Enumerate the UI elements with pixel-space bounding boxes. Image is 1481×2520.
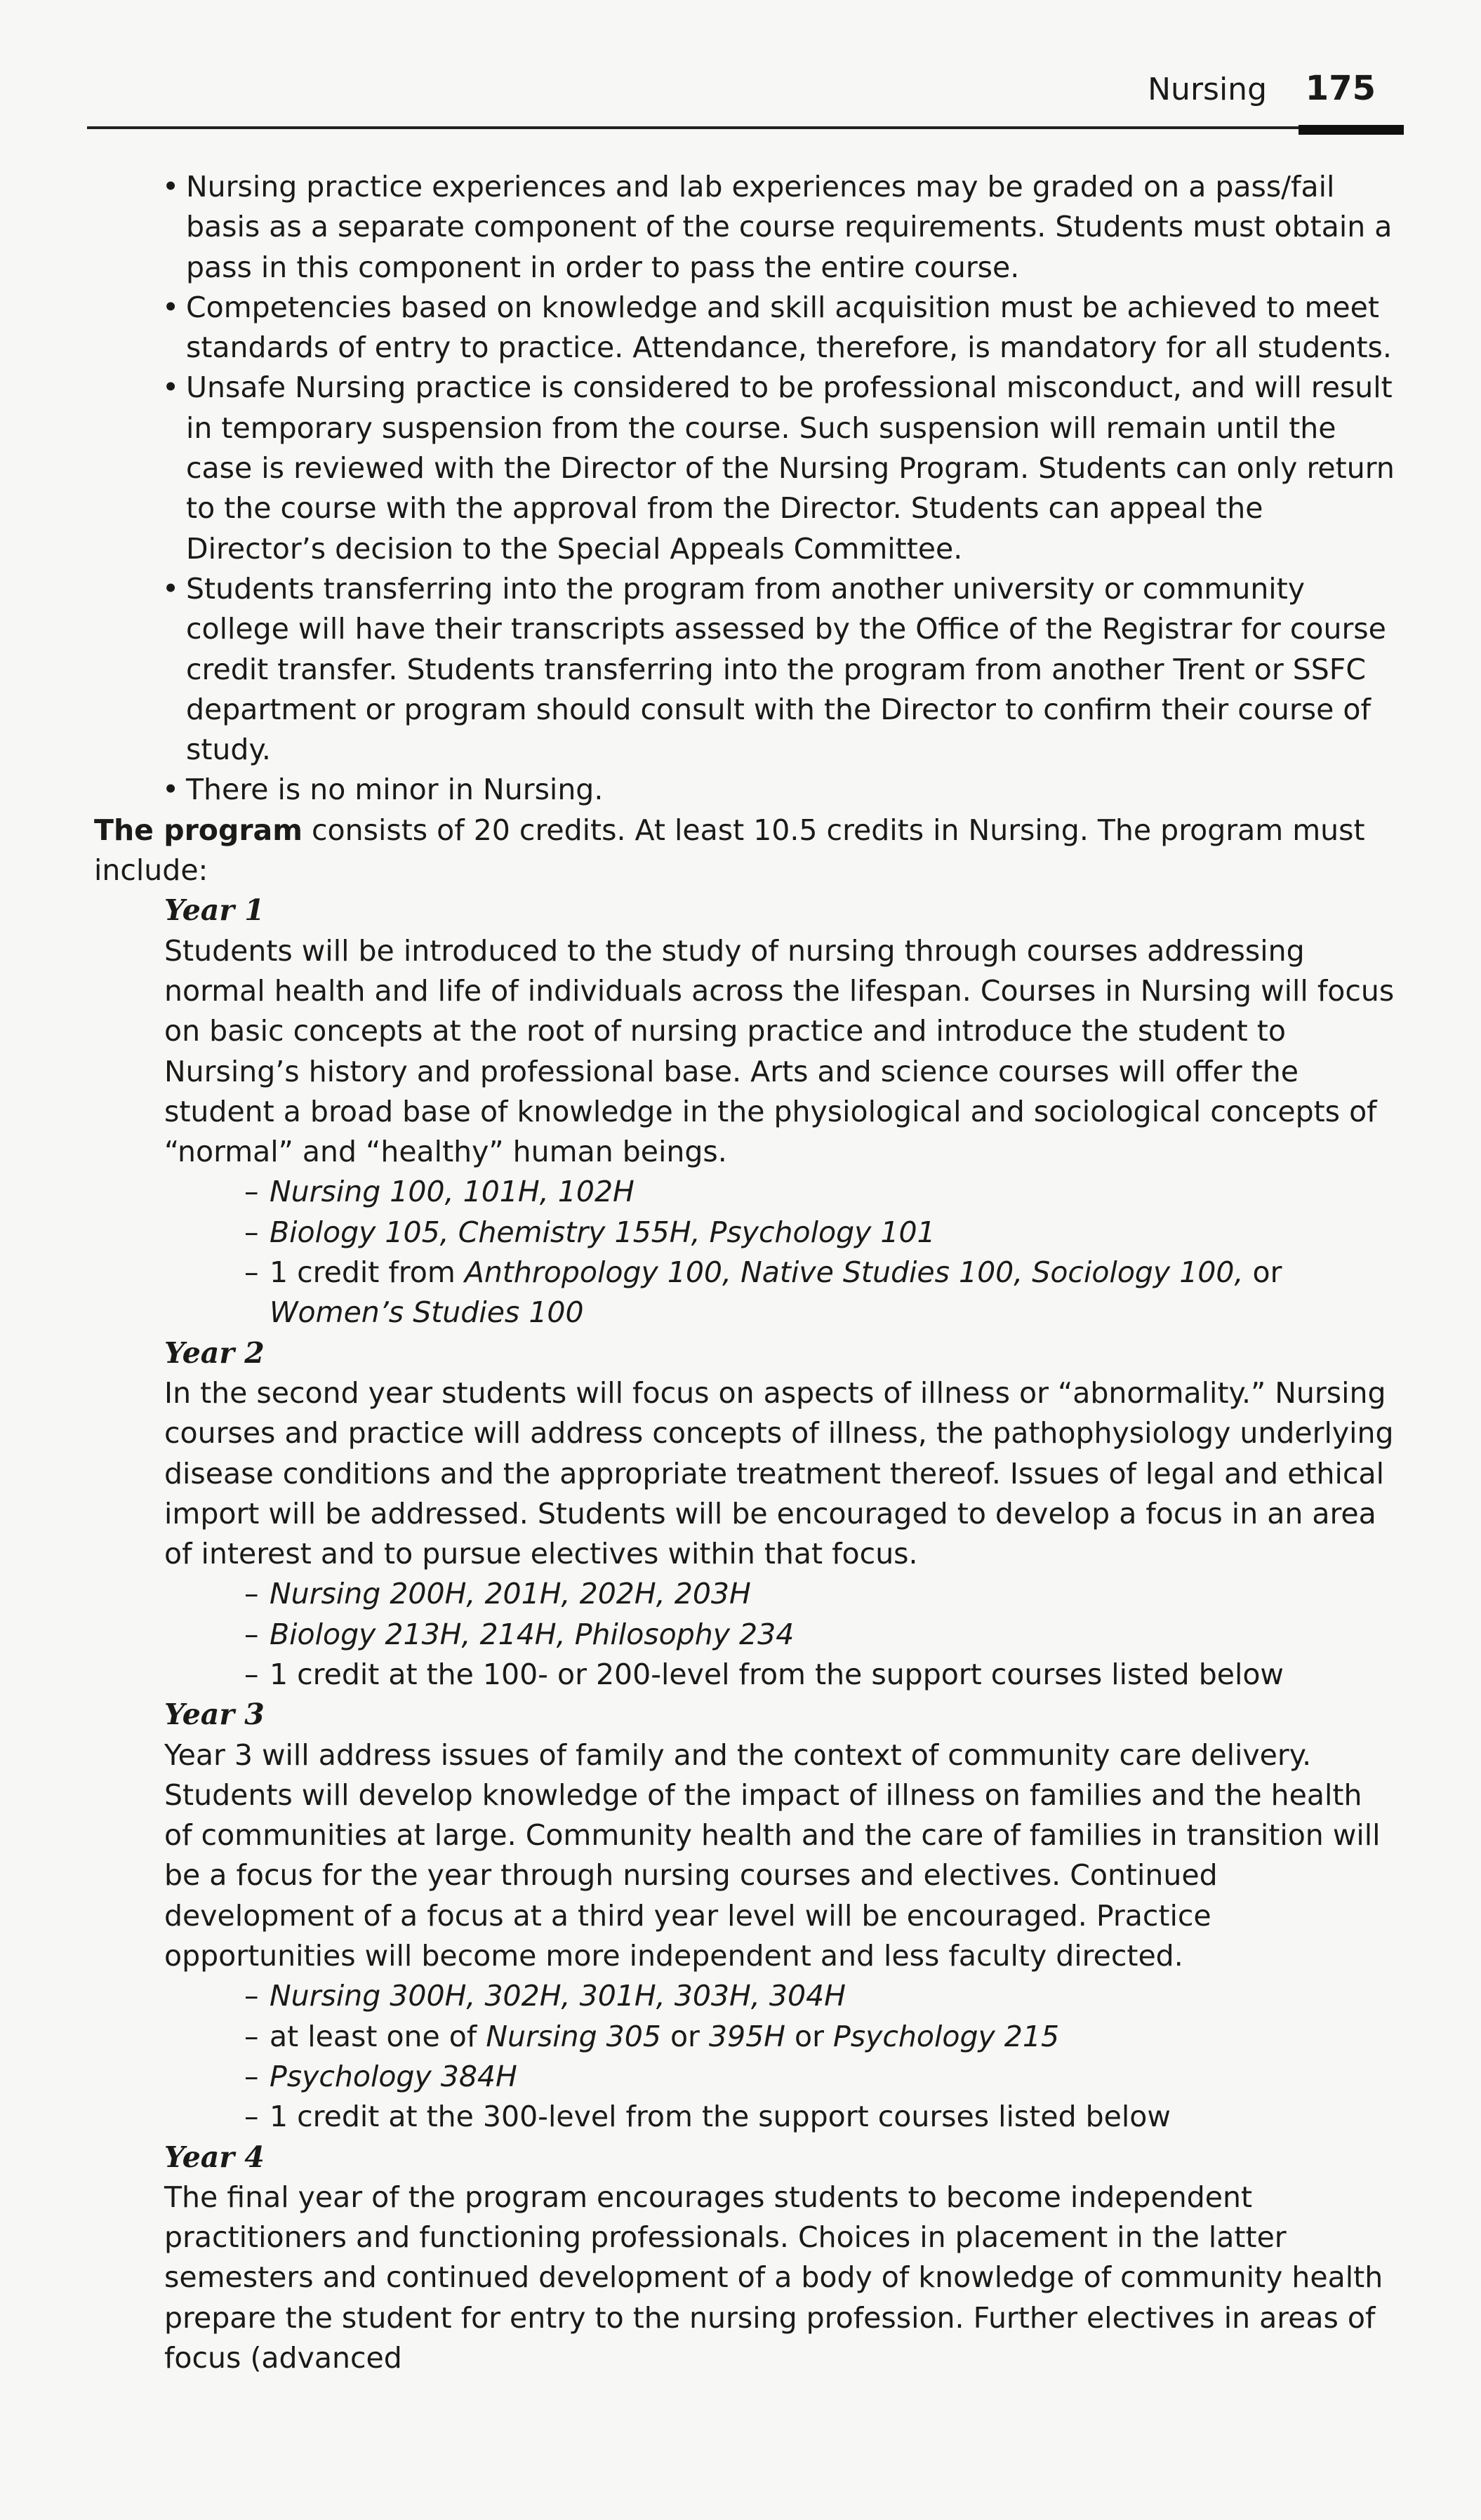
program-intro bbox=[94, 811, 1396, 891]
year-3-courses bbox=[164, 1976, 1396, 2137]
list-item bbox=[94, 167, 1396, 288]
course-text: Nursing 200H, 201H, 202H, 203H bbox=[270, 1577, 751, 1611]
course-item: – at least one of Nursing 305 or 395H or Psychology 215 bbox=[244, 2019, 1060, 2053]
list-item bbox=[94, 569, 1396, 770]
header-accent-bar bbox=[1299, 125, 1404, 135]
header-rule bbox=[87, 126, 1404, 129]
year-2-section bbox=[164, 1333, 1396, 1695]
course-text: at least one of bbox=[270, 2019, 486, 2053]
course-item: – Biology 105, Chemistry 155H, Psychology 101 bbox=[244, 1215, 936, 1249]
course-text: Psychology 215 bbox=[833, 2019, 1060, 2053]
year-4-section bbox=[164, 2138, 1396, 2379]
course-text: Nursing 100, 101H, 102H bbox=[270, 1175, 635, 1209]
course-text: 1 credit at the 300-level from the support courses listed below bbox=[270, 2100, 1171, 2134]
bullet-icon: • bbox=[162, 773, 180, 807]
course-item: – 1 credit from Anthropology 100, Native Studies 100, Sociology 100, or Women’s Studies 100 bbox=[244, 1255, 1282, 1330]
header-title: Nursing bbox=[1148, 72, 1267, 107]
course-text: or bbox=[660, 2019, 709, 2053]
course-text: Women’s Studies 100 bbox=[270, 1295, 584, 1330]
bullet-text: There is no minor in Nursing. bbox=[186, 773, 604, 807]
bullet-icon: • bbox=[162, 371, 180, 405]
program-intro-bold: The program bbox=[94, 813, 303, 847]
list-item bbox=[94, 770, 1396, 810]
course-text: Biology 105, Chemistry 155H, Psychology 101 bbox=[270, 1215, 936, 1249]
course-text: Biology 213H, 214H, Philosophy 234 bbox=[270, 1617, 795, 1651]
year-4-description: The final year of the program encourages students to become independent practitioners and functioning professionals. Choices in placement in the latter semesters and continued development of a body of knowledge of community health prepare the student for entry to the nursing profession. Further electives in areas of focus (advanced bbox=[164, 2180, 1383, 2375]
year-1-courses bbox=[164, 1172, 1396, 1333]
requirements-list bbox=[94, 167, 1396, 811]
year-2-courses bbox=[164, 1574, 1396, 1695]
bullet-text: Competencies based on knowledge and skill acquisition must be achieved to meet standards of entry to practice. Attendance, therefore, is mandatory for all students. bbox=[186, 290, 1392, 365]
course-text: 1 credit at the 100- or 200-level from the support courses listed below bbox=[270, 1657, 1284, 1691]
bullet-icon: • bbox=[162, 571, 180, 606]
course-text: or bbox=[1243, 1255, 1282, 1290]
course-item: – 1 credit at the 300-level from the support courses listed below bbox=[244, 2100, 1171, 2134]
year-4-heading: Year 4 bbox=[164, 2140, 265, 2174]
course-item: – Nursing 200H, 201H, 202H, 203H bbox=[244, 1577, 751, 1611]
course-text: 1 credit from bbox=[270, 1255, 465, 1290]
bullet-text: Nursing practice experiences and lab experiences may be graded on a pass/fail basis as a separate component of the course requirements. Students must obtain a pass in this component in order to pass the entire course. bbox=[186, 170, 1393, 284]
course-item: – Psychology 384H bbox=[244, 2059, 517, 2093]
page-header bbox=[87, 67, 1404, 124]
year-3-heading: Year 3 bbox=[164, 1698, 265, 1732]
year-2-heading: Year 2 bbox=[164, 1335, 265, 1370]
course-item: – Nursing 100, 101H, 102H bbox=[244, 1175, 635, 1209]
bullet-text: Unsafe Nursing practice is considered to be professional misconduct, and will result in temporary suspension from the course. Such suspension will remain until the case is reviewed with the Director of the Nursing Program. Students can only return to the course with the approval from the Director. Students can appeal the Director’s decision to the Special Appeals Committee. bbox=[186, 371, 1395, 566]
year-3-section bbox=[164, 1695, 1396, 2137]
course-item: – Nursing 300H, 302H, 301H, 303H, 304H bbox=[244, 1979, 846, 2013]
list-item bbox=[94, 368, 1396, 568]
course-item: – 1 credit at the 100- or 200-level from the support courses listed below bbox=[244, 1657, 1284, 1691]
list-item bbox=[94, 288, 1396, 368]
year-1-section bbox=[164, 891, 1396, 1333]
course-text: or bbox=[785, 2019, 834, 2053]
bullet-icon: • bbox=[162, 290, 180, 324]
year-1-heading: Year 1 bbox=[164, 893, 265, 928]
program-intro-text: consists of 20 credits. At least 10.5 credits in Nursing. The program must include: bbox=[94, 813, 1365, 888]
course-text: Psychology 384H bbox=[270, 2059, 517, 2093]
year-1-description: Students will be introduced to the study of nursing through courses addressing normal health and life of individuals across the lifespan. Courses in Nursing will focus on basic concepts at the root of nursing practice and introduce the student to Nursing’s history and professional base. Arts and science courses will offer the student a broad base of knowledge in the physiological and sociological concepts of “normal” and “healthy” human beings. bbox=[164, 933, 1395, 1169]
page-content bbox=[94, 167, 1396, 2378]
course-text: Nursing 305 bbox=[486, 2019, 661, 2053]
year-3-description: Year 3 will address issues of family and the context of community care delivery. Students will develop knowledge of the impact of illness on families and the health of communities at large. Community health and the care of families in transition will be a focus for the year through nursing courses and electives. Continued development of a focus at a third year level will be encouraged. Practice opportunities will become more independent and less faculty directed. bbox=[164, 1738, 1381, 1973]
bullet-text: Students transferring into the program from another university or community college will have their transcripts assessed by the Office of the Registrar for course credit transfer. Students transferring into the program from another Trent or SSFC department or program should consult with the Director to confirm their course of study. bbox=[186, 571, 1386, 767]
course-text: Anthropology 100, Native Studies 100, Sociology 100, bbox=[464, 1255, 1244, 1290]
bullet-icon: • bbox=[162, 170, 180, 204]
page-number: 175 bbox=[1305, 69, 1376, 108]
year-2-description: In the second year students will focus on aspects of illness or “abnormality.” Nursing courses and practice will address concepts of illness, the pathophysiology underlying disease conditions and the appropriate treatment thereof. Issues of legal and ethical import will be addressed. Students will be encouraged to develop a focus in an area of interest and to pursue electives within that focus. bbox=[164, 1375, 1394, 1571]
course-text: Nursing 300H, 302H, 301H, 303H, 304H bbox=[270, 1979, 846, 2013]
course-item: – Biology 213H, 214H, Philosophy 234 bbox=[244, 1617, 795, 1651]
course-text: 395H bbox=[708, 2019, 786, 2053]
